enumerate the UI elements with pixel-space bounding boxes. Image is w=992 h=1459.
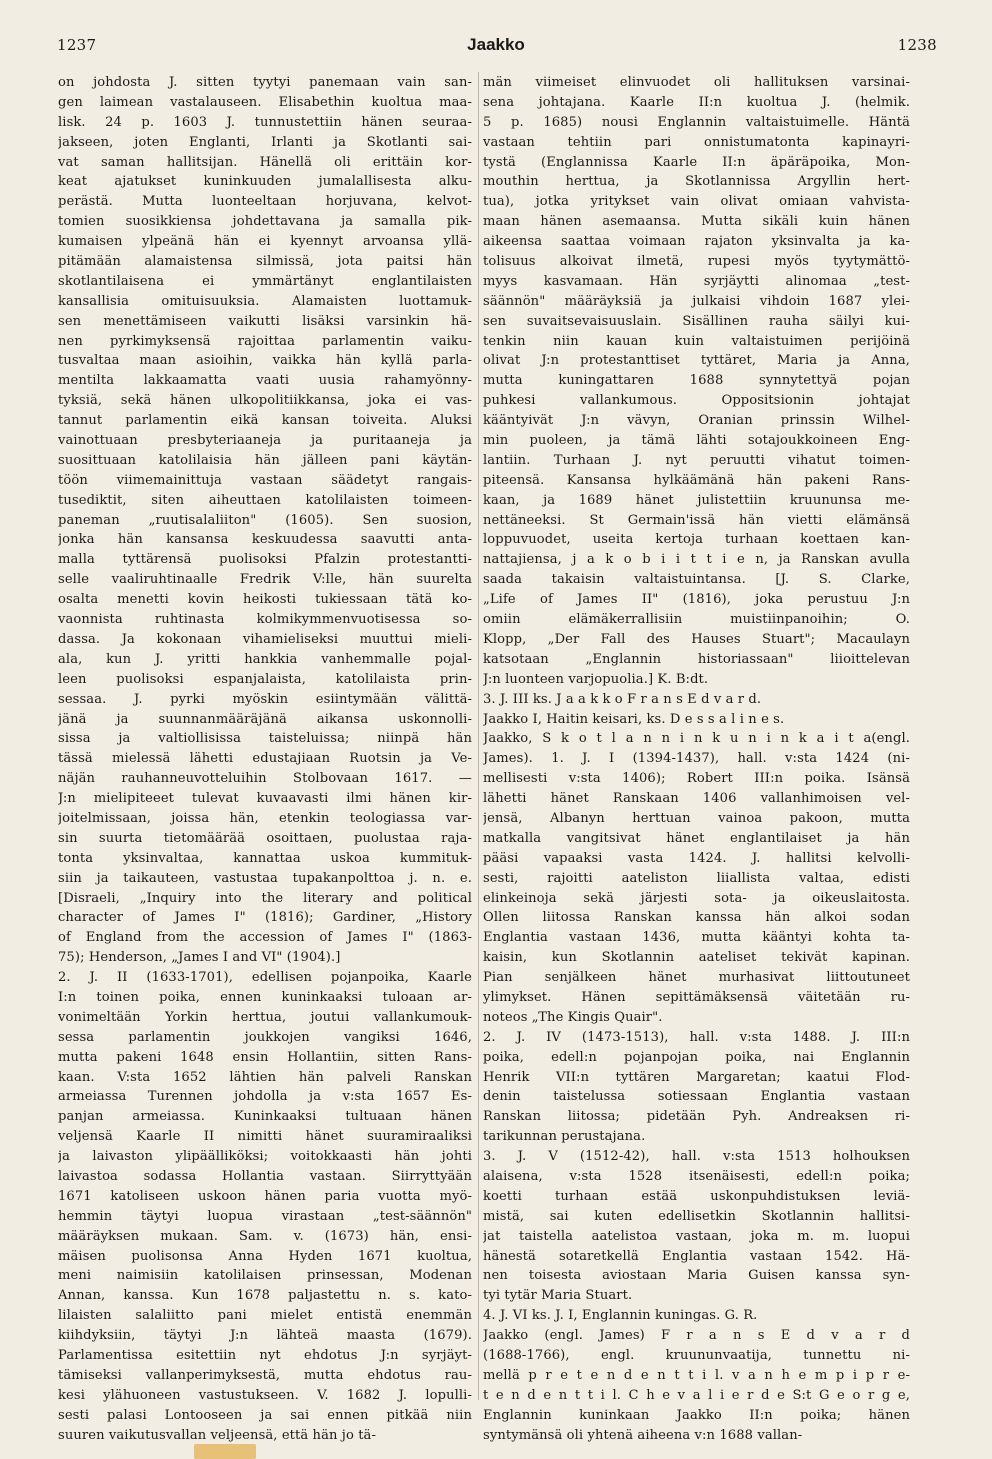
right-text-column (483, 73, 910, 1445)
text-line: 2. J. II (1633-1701), edellisen pojanpoika, Kaarle (58, 970, 472, 986)
text-line: J:n luonteen varjopuolia.] K. B:dt. (483, 671, 709, 687)
text-line: 5 p. 1685) nousi Englannin valtaistuimelle. Häntä (483, 114, 910, 130)
text-line: tomien suosikkiensa johdettavana ja samalla pik- (58, 214, 472, 230)
text-line: Ranskan liitossa; pidetään Pyh. Andreaksen ri- (483, 1109, 910, 1125)
text-line: gen laimean vastalauseen. Elisabethin kuoltua maa- (58, 94, 472, 110)
text-line: keat ajatukset kuninkuuden jumalallisesta alku- (58, 174, 472, 190)
text-line: jensä, Albanyn herttuan vainoa pakoon, mutta (483, 810, 910, 826)
text-line: mistä, sai kuten edellisetkin Skotlannin hallitsi- (483, 1208, 910, 1224)
text-line: sena johtajana. Kaarle II:n kuoltua J. (helmik. (483, 94, 910, 110)
text-line: näjän rauhanneuvotteluihin Stolbovaan 1617. — (58, 771, 472, 787)
text-line: pitämään alamaistensa silmissä, jota paitsi hän (58, 254, 472, 270)
text-line: t e n d e n t t i l. C h e v a l i e r d e S:t G e o r g e, (483, 1387, 910, 1403)
left-text-column (58, 73, 472, 1445)
text-line: kumaisen ylpeänä hän ei kyennyt arvoansa yllä- (58, 234, 472, 250)
text-line: ja laivaston ylipäälliköksi; voitokkaasti hän johti (58, 1149, 472, 1165)
text-line: jat taistella aatelistoa vastaan, joka m. m. luopui (483, 1228, 910, 1244)
text-line: kaan, ja 1689 hänet julistettiin kruununsa me- (483, 492, 910, 508)
text-line: saada takaisin valtaistuintansa. [J. S. Clarke, (483, 572, 910, 588)
text-line: ala, kun J. yritti hankkia vanhemmalle pojal- (58, 651, 472, 667)
text-line: töön viimemainittuja vastaan säädetyt rangais- (58, 472, 472, 488)
text-line: vastaan tehtiin pari onnistumatonta kapinayri- (483, 134, 910, 150)
text-line: nen pyrkimyksensä rajoittaa parlamentin vaiku- (58, 333, 472, 349)
text-line: Annan, kanssa. Kun 1678 paljastettu n. s. kato- (58, 1288, 472, 1304)
text-line: tenkin niin kauan kuin valtaistuimen perijöinä (483, 333, 910, 349)
text-line: kaan. V:sta 1652 lähtien hän palveli Ranskan (58, 1069, 472, 1085)
text-line: meni naimisiin katolilaisen prinsessan, Modenan (58, 1268, 472, 1284)
text-line: J:n mielipiteeet tulevat kuvaavasti ilmi hänen kir- (58, 791, 472, 807)
text-line: olivat J:n protestanttiset tyttäret, Maria ja Anna, (483, 353, 910, 369)
text-line: maan hänen asemaansa. Mutta sikäli kuin hänen (483, 214, 910, 230)
text-line: tässä mielessä lähetti edustajiaan Ruotsin ja Ve- (58, 751, 472, 767)
text-line: paneman „ruutisalaliiton" (1605). Sen suosion, (58, 512, 472, 528)
text-line: mentilta lakkaamatta vaati uusia rahamyönny- (58, 373, 472, 389)
text-line: kiihdyksiin, täytyi J:n lähteä maasta (1679). (58, 1328, 472, 1344)
text-line: tua), jotka yritykset vain olivat omiaan vahvista- (483, 194, 910, 210)
text-line: James). 1. J. I (1394-1437), hall. v:sta 1424 (ni- (483, 751, 910, 767)
text-line: lisk. 24 p. 1603 J. tunnustettiin hänen seuraa- (58, 114, 472, 130)
text-line: vainottuaan presbyteriaaneja ja puritaaneja ja (58, 433, 472, 449)
text-line: puhkesi vallankumous. Oppositsionin johtajat (483, 393, 910, 409)
text-line: tusediktit, siten aiheuttaen katolilaisten toimeen- (58, 492, 472, 508)
text-line: laivastoa sodassa Hollantia vastaan. Siirryttyään (58, 1168, 472, 1184)
text-line: poika, edell:n pojanpojan poika, nai Englannin (483, 1049, 910, 1065)
text-line: 3. J. V (1512-42), hall. v:sta 1513 holhouksen (483, 1149, 910, 1165)
library-stamp (194, 1444, 256, 1459)
text-line: 2. J. IV (1473-1513), hall. v:sta 1488. J. III:n (483, 1029, 910, 1045)
text-line: Jaakko I, Haitin keisari, ks. D e s s a l i n e s. (483, 711, 785, 727)
text-line: alaisena, v:sta 1528 itsenäisesti, edell:n poika; (483, 1168, 910, 1184)
text-line: Ollen liitossa Ranskan kanssa hän alkoi sodan (483, 910, 910, 926)
text-line: Parlamentissa esitettiin nyt ehdotus J:n syrjäyt- (58, 1348, 472, 1363)
text-line: tarikunnan perustajana. (483, 1129, 646, 1145)
page-header (0, 36, 992, 60)
text-line: I:n toinen poika, ennen kuninkaaksi tuloaan ar- (58, 989, 472, 1005)
text-line: lantiin. Turhaan J. nyt peruutti vihatut toimen- (483, 452, 910, 468)
text-line: koetti turhaan estää uskonpuhdistuksen leviä- (483, 1188, 910, 1204)
text-line: tonta yksinvaltaa, kannattaa uskoa kummituk- (58, 850, 472, 866)
text-line: tolisuus alkoivat ilmetä, rupesi myös tyytymättö- (483, 254, 910, 270)
text-line: vat saman hallitsijan. Hänellä oli erittäin kor- (58, 154, 472, 170)
text-line: mutta kuningattaren 1688 synnytettyä pojan (483, 373, 910, 389)
text-line: osalta menetti kovin heikosti tukiessaan tätä ko- (58, 592, 472, 608)
text-line: leen puolisoksi espanjalaista, katolilaista prin- (58, 671, 472, 687)
text-line: sissa ja valtiollisissa taisteluissa; niinpä hän (58, 731, 472, 747)
text-line: sesti, rajoitti aateliston liiallista valtaa, edisti (483, 870, 910, 886)
text-line: 4. J. VI ks. J. I, Englannin kuningas. G. R. (483, 1308, 758, 1324)
text-line: 1671 katoliseen uskoon hänen paria vuotta myö- (58, 1188, 472, 1204)
text-line: myys kasvamaan. Hän syrjäytti alinomaa „test- (483, 273, 910, 289)
text-line: kesi ylähuoneen vastustukseen. V. 1682 J. lopulli- (58, 1387, 472, 1403)
text-line: sessaa. J. pyrki myöskin esiintymään välittä- (58, 691, 472, 707)
text-line: nettäneeksi. St Germain'issä hän vietti elämänsä (483, 512, 910, 528)
text-line: pääsi vapaaksi vasta 1424. J. hallitsi kelvolli- (483, 850, 910, 866)
text-line: mellä p r e t e n d e n t t i l. v a n h e m p i p r e- (483, 1367, 910, 1383)
text-line: of England from the accession of James I" (1863- (58, 930, 472, 946)
text-line: selle vaaliruhtinaalle Fredrik V:lle, hän suurelta (58, 572, 472, 588)
text-line: hänestä sotaretkellä Englantia vastaan 1542. Hä- (483, 1248, 910, 1264)
text-line: jänä ja suunnanmääräjänä aikansa uskonnolli- (58, 711, 472, 727)
text-line: säännön" määräyksiä ja julkaisi vihdoin 1687 ylei- (483, 293, 910, 309)
text-line: sin suurta tietomäärää osoittaen, puolustaa raja- (58, 830, 472, 846)
text-line: loppuvuodet, useita kertoja turhaan koettaen kan- (483, 532, 910, 548)
column-divider (478, 72, 479, 1400)
text-line: män viimeiset elinvuodet oli hallituksen varsinai- (483, 75, 910, 90)
text-line: 75); Henderson, „James I and VI" (1904).] (58, 950, 341, 966)
right-page-number: 1238 (897, 36, 937, 54)
text-line: kääntyivät J:n vävyn, Oranian prinssin Wilhel- (483, 413, 910, 429)
text-line: denin taistelussa sotiessaan Englantia vastaan (483, 1089, 910, 1105)
text-line: perästä. Mutta luonteeltaan horjuvana, kelvot- (58, 194, 472, 210)
text-line: vaonnista ruhtinasta kolmikymmenvuotisessa so- (58, 612, 472, 628)
text-line: mäisen puolisonsa Anna Hyden 1671 kuoltua, (58, 1248, 472, 1264)
text-line: lilaisten salaliitto pani mielet entistä enemmän (58, 1308, 472, 1324)
text-line: matkalla vangitsivat hänet englantilaiset ja hän (483, 830, 910, 846)
text-line: tämiseksi vallanperimyksestä, mutta ehdotus rau- (58, 1367, 472, 1383)
text-line: mellisesti v:sta 1406); Robert III:n poika. Isänsä (483, 771, 910, 787)
text-line: min puoleen, ja tämä lähti sotajoukkoineen Eng- (483, 433, 910, 449)
text-line: mutta pakeni 1648 ensin Hollantiin, sitten Rans- (58, 1049, 472, 1065)
text-line: malla tyttärensä puolisoksi Pfalzin protestantti- (58, 552, 472, 568)
text-line: Jaakko, S k o t l a n n i n k u n i n k a i t a(engl. (483, 731, 910, 747)
text-line: aikeensa saattaa voimaan rajaton yksinvalta ja ka- (483, 234, 910, 250)
text-line: siin ja taikauteen, vastustaa tupakanpolttoa j. n. e. (58, 870, 472, 886)
text-line: kaisin, kun Skotlannin aateliset tekivät kapinan. (483, 950, 910, 966)
text-line: Englantia vastaan 1436, mutta kääntyi kohta ta- (483, 930, 910, 946)
text-line: Pian senjälkeen hänet murhasivat liittoutuneet (483, 970, 910, 986)
text-line: omiin elämäkerrallisiin muistiinpanoihin; O. (483, 612, 910, 628)
text-line: suuren vaikutusvallan veljeensä, että hän jo tä- (58, 1427, 376, 1443)
text-line: katsotaan „Englannin historiassaan" liioittelevan (483, 651, 910, 667)
text-line: [Disraeli, „Inquiry into the literary and political (58, 890, 472, 906)
text-line: armeiassa Turennen johdolla ja v:sta 1657 Es- (58, 1089, 472, 1105)
text-line: ylimykset. Hänen sepittämäksensä väitetään ru- (483, 989, 910, 1005)
text-line: dassa. Ja kokonaan vihamieliseksi muuttui mieli- (58, 631, 472, 647)
text-line: lähetti hänet Ranskaan 1406 vallanhimoisen vel- (483, 791, 910, 807)
text-line: jonka hän kansansa keskuudessa saavutti anta- (58, 532, 472, 548)
text-line: jakseen, joten Englanti, Irlanti ja Skotlanti sai- (58, 134, 472, 150)
text-line: joitelmissaan, joissa hän, etenkin teologiassa var- (58, 810, 472, 826)
text-line: tannut parlamentin eikä kansan toiveita. Aluksi (58, 413, 472, 429)
text-line: nen toisesta aviostaan Maria Guisen kanssa syn- (483, 1268, 910, 1284)
text-line: sessa parlamentin joukkojen vangiksi 1646, (58, 1029, 472, 1045)
text-line: veljensä Kaarle II nimitti hänet suuramiraaliksi (58, 1129, 472, 1145)
text-line: hemmin täytyi luopua virastaan „test-säännön" (58, 1208, 472, 1224)
running-headword: Jaakko (467, 35, 525, 54)
text-line: suosittuaan katolilaisia hän jälleen pani käytän- (58, 452, 472, 468)
text-line: noteos „The Kingis Quair". (483, 1009, 663, 1025)
left-page-number: 1237 (57, 36, 97, 54)
text-line: Henrik VII:n tyttären Margaretan; kaatui Flod- (483, 1069, 910, 1085)
text-line: Klopp, „Der Fall des Hauses Stuart"; Macaulayn (483, 631, 910, 647)
text-line: „Life of James II" (1816), joka perustuu J:n (483, 592, 910, 608)
text-line: mouthin herttua, ja Skotlannissa Argyllin hert- (483, 174, 910, 190)
text-line: määräyksen mukaan. Sam. v. (1673) hän, ensi- (58, 1228, 472, 1244)
text-line: sesti palasi Lontooseen ja sai ennen pitkää niin (58, 1407, 472, 1423)
text-line: syntymänsä oli yhtenä aiheena v:n 1688 vallan- (483, 1427, 803, 1443)
text-line: Englannin kuninkaan Jaakko II:n poika; hänen (483, 1407, 910, 1423)
text-line: tystä (Englannissa Kaarle II:n äpäräpoika, Mon- (483, 154, 910, 170)
text-line: tusvaltaa maan asioihin, vaikka hän kyllä parla- (58, 353, 472, 369)
text-line: on johdosta J. sitten tyytyi panemaan vain san- (58, 75, 472, 90)
text-line: vonimeltään Yorkin herttua, joutui vallankumouk- (58, 1009, 472, 1025)
text-line: piteensä. Kansansa hylkäämänä hän pakeni Rans- (483, 472, 910, 488)
text-line: nattajiensa, j a k o b i i t t i e n, ja Ranskan avulla (483, 552, 910, 568)
text-line: elinkeinoja sekä järjesti sota- ja oikeuslaitosta. (483, 890, 910, 906)
text-line: Jaakko (engl. James) F r a n s E d v a r d (483, 1328, 910, 1344)
text-line: (1688-1766), engl. kruununvaatija, tunnettu ni- (483, 1348, 910, 1363)
text-line: sen suvaitsevaisuuslain. Sisällinen rauha säilyi kui- (483, 313, 910, 329)
text-line: sen menettämiseen vaikutti lisäksi varsinkin hä- (58, 313, 472, 329)
text-line: kansallisia omituisuuksia. Alamaisten luottamuk- (58, 293, 472, 309)
text-line: skotlantilaisena ei ymmärtänyt englantilaisten (58, 273, 472, 289)
text-line: 3. J. III ks. J a a k k o F r a n s E d v a r d. (483, 691, 762, 707)
text-line: panjan armeiassa. Kuninkaaksi tultuaan hänen (58, 1109, 472, 1125)
text-line: tyi tytär Maria Stuart. (483, 1288, 633, 1304)
text-line: tyksiä, sekä hänen ulkopolitiikkansa, joka ei vas- (58, 393, 472, 409)
text-line: character of James I" (1816); Gardiner, „History (58, 910, 472, 926)
